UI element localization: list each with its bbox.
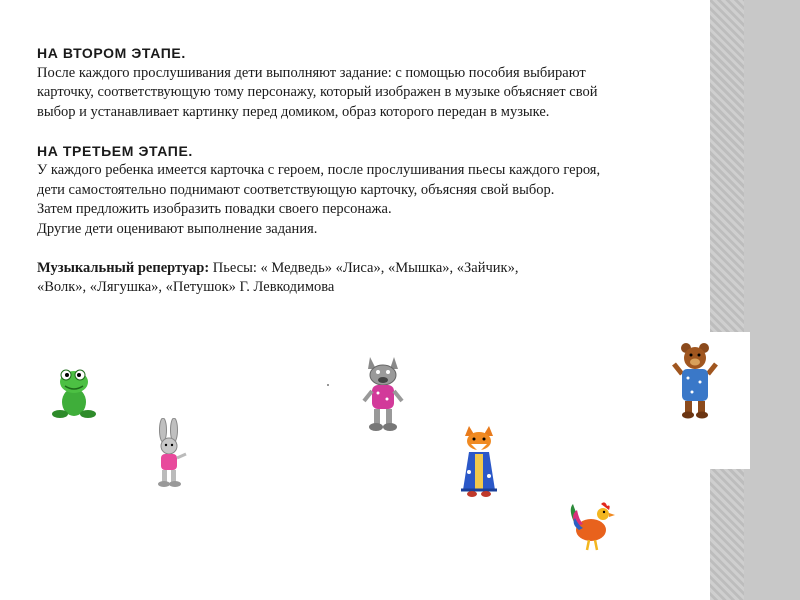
section2-line: карточку, соответствующую тому персонажу, который изображен в музыке объясняет свой — [37, 84, 598, 100]
stray-dot — [327, 384, 329, 386]
repertoire-line-1 — [37, 259, 757, 279]
section3-title: НА ТРЕТЬЕМ ЭТАПЕ. — [37, 142, 193, 159]
fox-picture — [457, 424, 501, 500]
slide-text — [37, 44, 757, 298]
section3-line: У каждого ребенка имеется карточка с героем, после прослушивания пьесы каждого героя, — [37, 162, 601, 178]
repertoire-label: Музыкальный репертуар: — [37, 259, 210, 276]
frog-picture — [52, 366, 96, 424]
section3-line: Другие дети оценивают выполнение задания. — [37, 220, 318, 237]
section2-line: выбор и устанавливает картинку перед домиком, образ которого передан в музыке. — [37, 103, 550, 120]
section2-title: НА ВТОРОМ ЭТАПЕ. — [37, 45, 186, 61]
section3-line: Затем предложить изобразить повадки своего персонажа. — [37, 201, 392, 217]
wolf-picture — [360, 355, 406, 435]
section3-line: дети самостоятельно поднимают соответствующую карточку, объясняя свой выбор. — [37, 181, 555, 198]
bear-picture — [672, 340, 718, 422]
rooster-picture — [567, 500, 615, 554]
repertoire-pieces-1: Пьесы: « Медведь» «Лиса», «Мышка», «Зайчик», — [209, 259, 519, 276]
section2-line: После каждого прослушивания дети выполняют задание: с помощью пособия выбирают — [37, 64, 586, 81]
repertoire-line-2: «Волк», «Лягушка», «Петушок» Г. Левкодимова — [37, 279, 335, 295]
hare-picture — [150, 418, 190, 490]
